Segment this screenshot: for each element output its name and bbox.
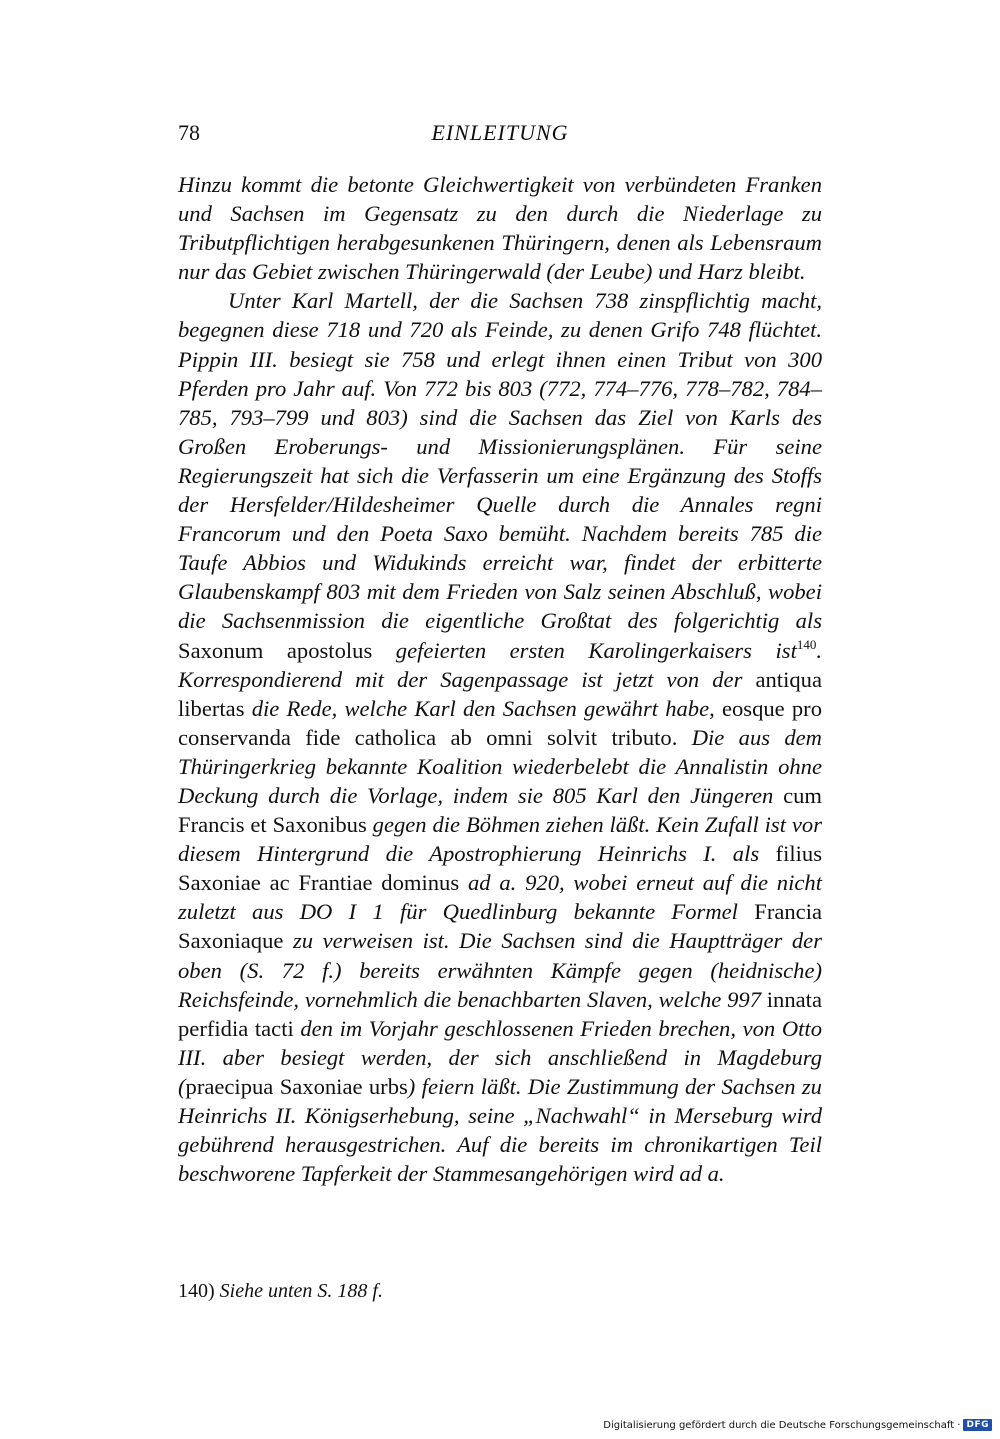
footnote xyxy=(178,1280,822,1303)
footnote-text: Siehe unten S. 188 f. xyxy=(219,1280,383,1302)
latin-quote: praecipua Saxoniae urbs xyxy=(185,1073,408,1099)
paragraph-2 xyxy=(178,286,822,1188)
text-segment: ) feiern läßt. Die Zustimmung der Sachsen zu Heinrichs II. Königserhebung, seine „Nachwahl“ in Merseburg wird gebührend herausgestrichen. Auf die bereits im chronikartigen Teil beschworene Tapferkeit der Stammesangehörigen wird ad a. xyxy=(178,1073,822,1187)
latin-quote: Francia Saxoniaque xyxy=(178,899,822,954)
footnote-number: 140) xyxy=(178,1280,215,1302)
text-segment: gegen die Böhmen ziehen läßt. Kein Zufall ist vor diesem Hintergrund die Apostrophierung Heinrichs I. als xyxy=(178,812,822,867)
credit-text: Digitalisierung gefördert durch die Deutsche Forschungsgemeinschaft · xyxy=(603,1419,961,1431)
text-segment: zu verweisen ist. Die Sachsen sind die Hauptträger der oben (S. 72 f.) bereits erwähnten Kämpfe gegen (heidnische) Reichsfeinde, vornehmlich die benachbarten Slaven, welche 997 xyxy=(178,928,822,1012)
latin-quote: filius Saxoniae ac Frantiae dominus xyxy=(178,841,822,896)
text-segment: gefeierten ersten Karolingerkaisers ist xyxy=(395,637,797,663)
running-head: EINLEITUNG xyxy=(431,120,569,145)
body-text xyxy=(178,170,822,1188)
page-header xyxy=(178,112,822,152)
text-segment: ad a. 920, wobei erneut auf die nicht zuletzt aus DO I 1 für Quedlinburg bekannte Formel xyxy=(178,870,822,925)
page-number: 78 xyxy=(178,120,200,145)
text-segment: Unter Karl Martell, der die Sachsen 738 zinspflichtig macht, begegnen diese 718 und 720 als Feinde, zu denen Grifo 748 flüchtet. Pippin III. besiegt sie 758 und erlegt ihnen einen Tribut von 300 Pferden pro Jahr auf. Von 772 bis 803 (772, 774–776, 778–782, 784–785, 793–799 und 803) sind die Sachsen das Ziel von Karls des Großen Eroberungs- und Missionierungsplänen. Für seine Regierungszeit hat sich die Verfasserin um eine Ergänzung des Stoffs der Hersfelder/Hildesheimer Quelle durch die Annales regni Francorum und den Poeta Saxo bemüht. Nachdem bereits 785 die Taufe Abbios und Widukinds erreicht war, findet der erbitterte Glaubenskampf 803 mit dem Frieden von Salz seinen Abschluß, wobei die Sachsenmission die eigentliche Großtat des folgerichtig als xyxy=(178,288,822,634)
latin-quote: Saxonum apostolus xyxy=(178,637,373,663)
text-segment: . Korrespondierend mit der Sagenpassage ist jetzt von der xyxy=(178,637,823,692)
text-segment: die Rede, welche Karl den Sachsen gewährt habe, xyxy=(251,695,715,721)
dfg-logo-icon: DFG xyxy=(963,1419,992,1431)
digitization-credit xyxy=(603,1419,992,1431)
text-segment: den im Vorjahr geschlossenen Frieden brechen, von Otto III. aber besiegt werden, der sich anschließend in Magdeburg ( xyxy=(178,1015,822,1099)
text-segment: Die aus dem Thüringerkrieg bekannte Koalition wiederbelebt die Annalistin ohne Deckung durch die Vorlage, indem sie 805 Karl den Jüngeren xyxy=(178,724,822,808)
paragraph-1 xyxy=(178,170,822,286)
latin-quote: cum Francis et Saxonibus xyxy=(178,782,822,838)
latin-quote: antiqua libertas xyxy=(178,666,822,721)
paragraph-1-text: Hinzu kommt die betonte Gleichwertigkeit von verbündeten Franken und Sachsen im Gegensatz zu den durch die Niederlage zu Tributpflichtigen herabgesunkenen Thüringern, denen als Lebensraum nur das Gebiet zwischen Thüringerwald (der Leube) und Harz bleibt. xyxy=(178,172,822,285)
footnote-reference[interactable]: 140 xyxy=(796,636,817,652)
latin-quote: innata perfidia tacti xyxy=(178,986,822,1041)
latin-quote: eosque pro conservanda fide catholica ab omni solvit tributo. xyxy=(178,695,822,750)
